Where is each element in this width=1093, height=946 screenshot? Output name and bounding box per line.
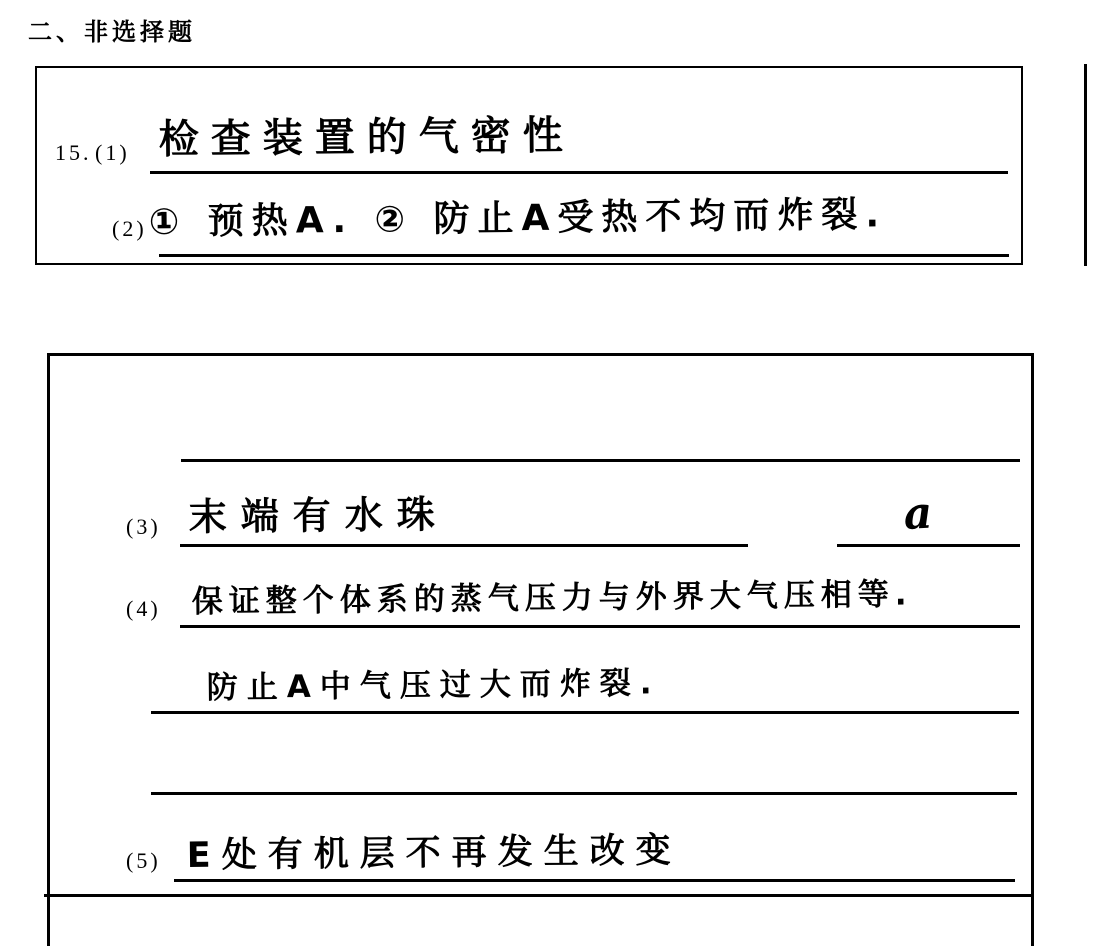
part4-label: (4) (126, 596, 161, 621)
part3-answer-underline-right (837, 544, 1020, 547)
answer-box-2-right-border (1031, 353, 1034, 946)
part4-handwritten-answer-line1: 保证整个体系的蒸气压力与外界大气压相等. (191, 576, 913, 620)
part2-answer-underline (159, 254, 1009, 257)
part4-handwritten-answer-line2: 防止A中气压过大而炸裂. (206, 665, 661, 706)
empty-answer-underline-mid (151, 792, 1017, 795)
part3-label: (3) (126, 514, 161, 539)
part2-handwritten-answer: ① 预热A. ② 防止A受热不均而炸裂. (148, 194, 888, 243)
part1-answer-underline (150, 171, 1008, 174)
part3-handwritten-answer-right: a (902, 487, 934, 540)
answer-box-2 (47, 353, 1031, 894)
part4-answer-underline-2 (151, 711, 1019, 714)
part2-label: (2) (112, 216, 147, 241)
question-number: 15. (55, 140, 92, 165)
empty-answer-underline-top (181, 459, 1020, 462)
part1-label: (1) (95, 140, 130, 165)
part5-label: (5) (126, 848, 161, 873)
page-edge-line (1084, 64, 1087, 266)
part4-answer-underline-1 (180, 625, 1020, 628)
answer-box-1 (35, 66, 1023, 265)
part5-handwritten-answer: E处有机层不再发生改变 (186, 830, 682, 876)
answer-box-2-bottom-border (44, 894, 1034, 897)
part1-handwritten-answer: 检查装置的气密性 (158, 112, 575, 163)
section-header: 二、非选择题 (28, 18, 196, 46)
part3-handwritten-answer: 末端有水珠 (188, 492, 450, 539)
part3-answer-underline-left (180, 544, 748, 547)
part5-answer-underline (174, 879, 1015, 882)
